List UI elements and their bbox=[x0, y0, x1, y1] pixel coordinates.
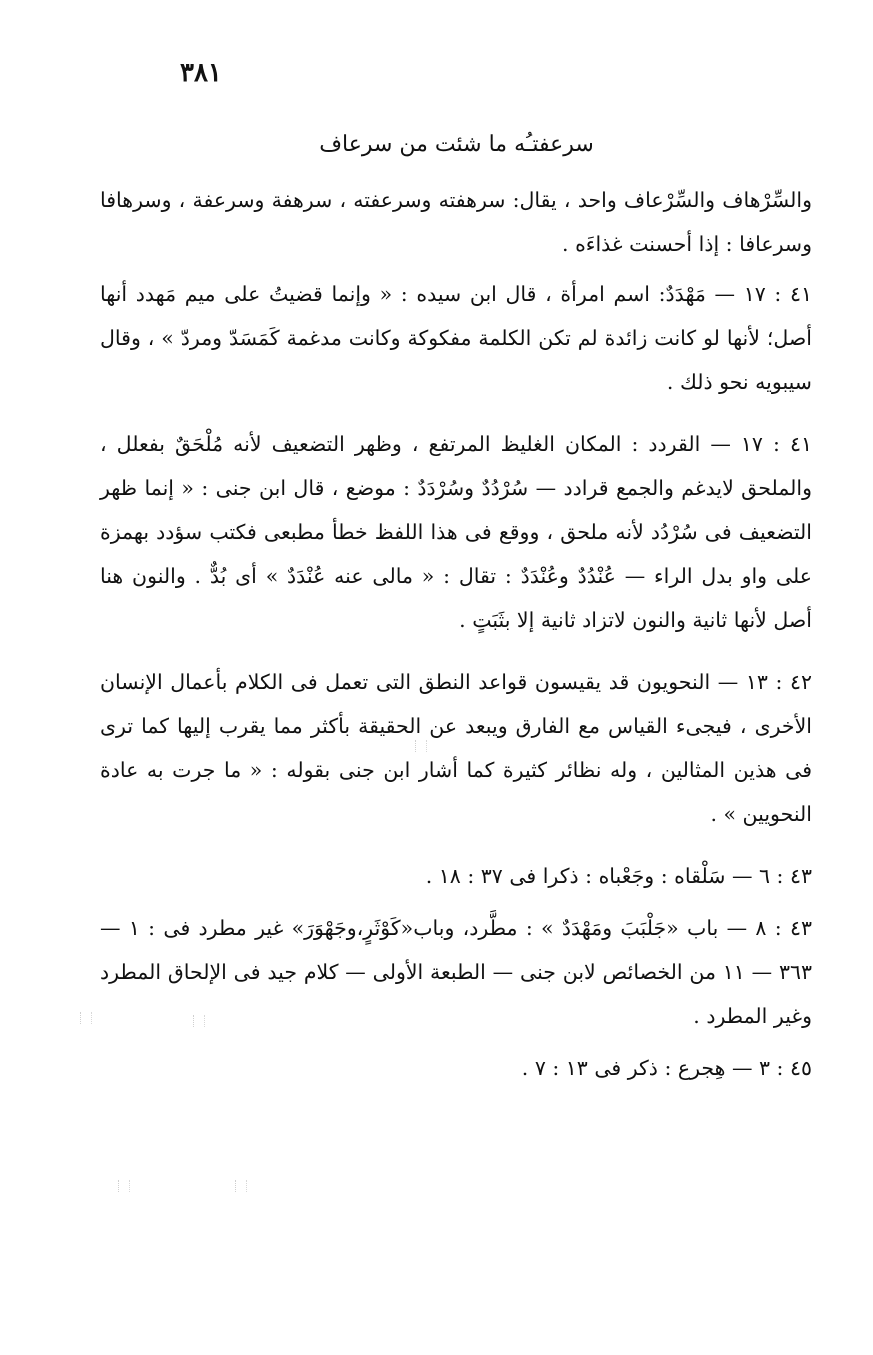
page-number: ٣٨١ bbox=[180, 58, 222, 88]
note-paragraph: ٤٥ : ٣ — هِجرع : ذكر فى ١٣ : ٧ . bbox=[521, 1056, 812, 1080]
scan-noise-mark bbox=[415, 740, 427, 752]
note-paragraph: ٤٣ : ٦ — سَلْقاه : وجَعْباه : ذكرا فى ٣٧ : ١٨ . bbox=[425, 864, 812, 888]
note-paragraph: ٤٣ : ٨ — باب «جَلْبَبَ ومَهْدَدٌ » : مطَّرد، وباب«كَوْثَرٍ،وجَهْوَرَ» غير مطرد فى : ١ — ٣٦٣ — ١١ من الخصائص لابن جنى — الطبعة الأولى — كلام جيد فى الإلحاق المطرد وغير المطرد . bbox=[100, 916, 812, 1028]
scan-noise-mark bbox=[118, 1180, 130, 1192]
verse-heading: سرعفتـُه ما شئت من سرعاف bbox=[319, 132, 594, 157]
scan-noise-mark bbox=[193, 1015, 205, 1027]
note-paragraph: ٤٢ : ١٣ — النحويون قد يقيسون قواعد النطق التى تعمل فى الكلام بأعمال الإنسان الأخرى ، فيجىء القياس مع الفارق ويبعد عن الحقيقة بأكثر مما يقرب إليها كما ترى فى هذين المثالين ، وله نظائر كثيرة كما أشار ابن جنى بقوله : « ما جرت به عادة النحويين » . bbox=[100, 670, 812, 826]
note-paragraph: والسِّرْهاف والسِّرْعاف واحد ، يقال: سرهفته وسرعفته ، سرهفة وسرعفة ، وسرهافا وسرعافا : إذا أحسنت غذاءَه . bbox=[100, 188, 812, 256]
scan-noise-mark bbox=[80, 1012, 92, 1024]
note-paragraph: ٤١ : ١٧ — القردد : المكان الغليظ المرتفع ، وظهر التضعيف لأنه مُلْحَقٌ بفعلل ، والملحق لايدغم والجمع قرادد — سُرْدُدٌ وسُرْدَدٌ : موضع ، قال ابن جنى : « إنما ظهر التضعيف فى سُرْدُد لأنه ملحق ، ووقع فى هذا اللفظ خطأ مطبعى فكتب سؤدد بهمزة على واو بدل الراء — عُنْدُدٌ وعُنْدَدٌ : تقال : « مالى عنه عُنْدَدٌ » أى بُدٌّ . والنون هنا أصل لأنها ثانية والنون لاتزاد ثانية إلا بثَبَتٍ . bbox=[100, 432, 812, 632]
scan-noise-mark bbox=[235, 1180, 247, 1192]
notes-body bbox=[100, 178, 812, 1098]
note-paragraph: ٤١ : ١٧ — مَهْدَدٌ: اسم امرأة ، قال ابن سيده : « وإنما قضيتُ على ميم مَهدد أنها أصل؛ لأنها لو كانت زائدة لم تكن الكلمة مفكوكة وكانت مدغمة كَمَسَدّ ومردّ » ، وقال سيبويه نحو ذلك . bbox=[100, 282, 812, 394]
